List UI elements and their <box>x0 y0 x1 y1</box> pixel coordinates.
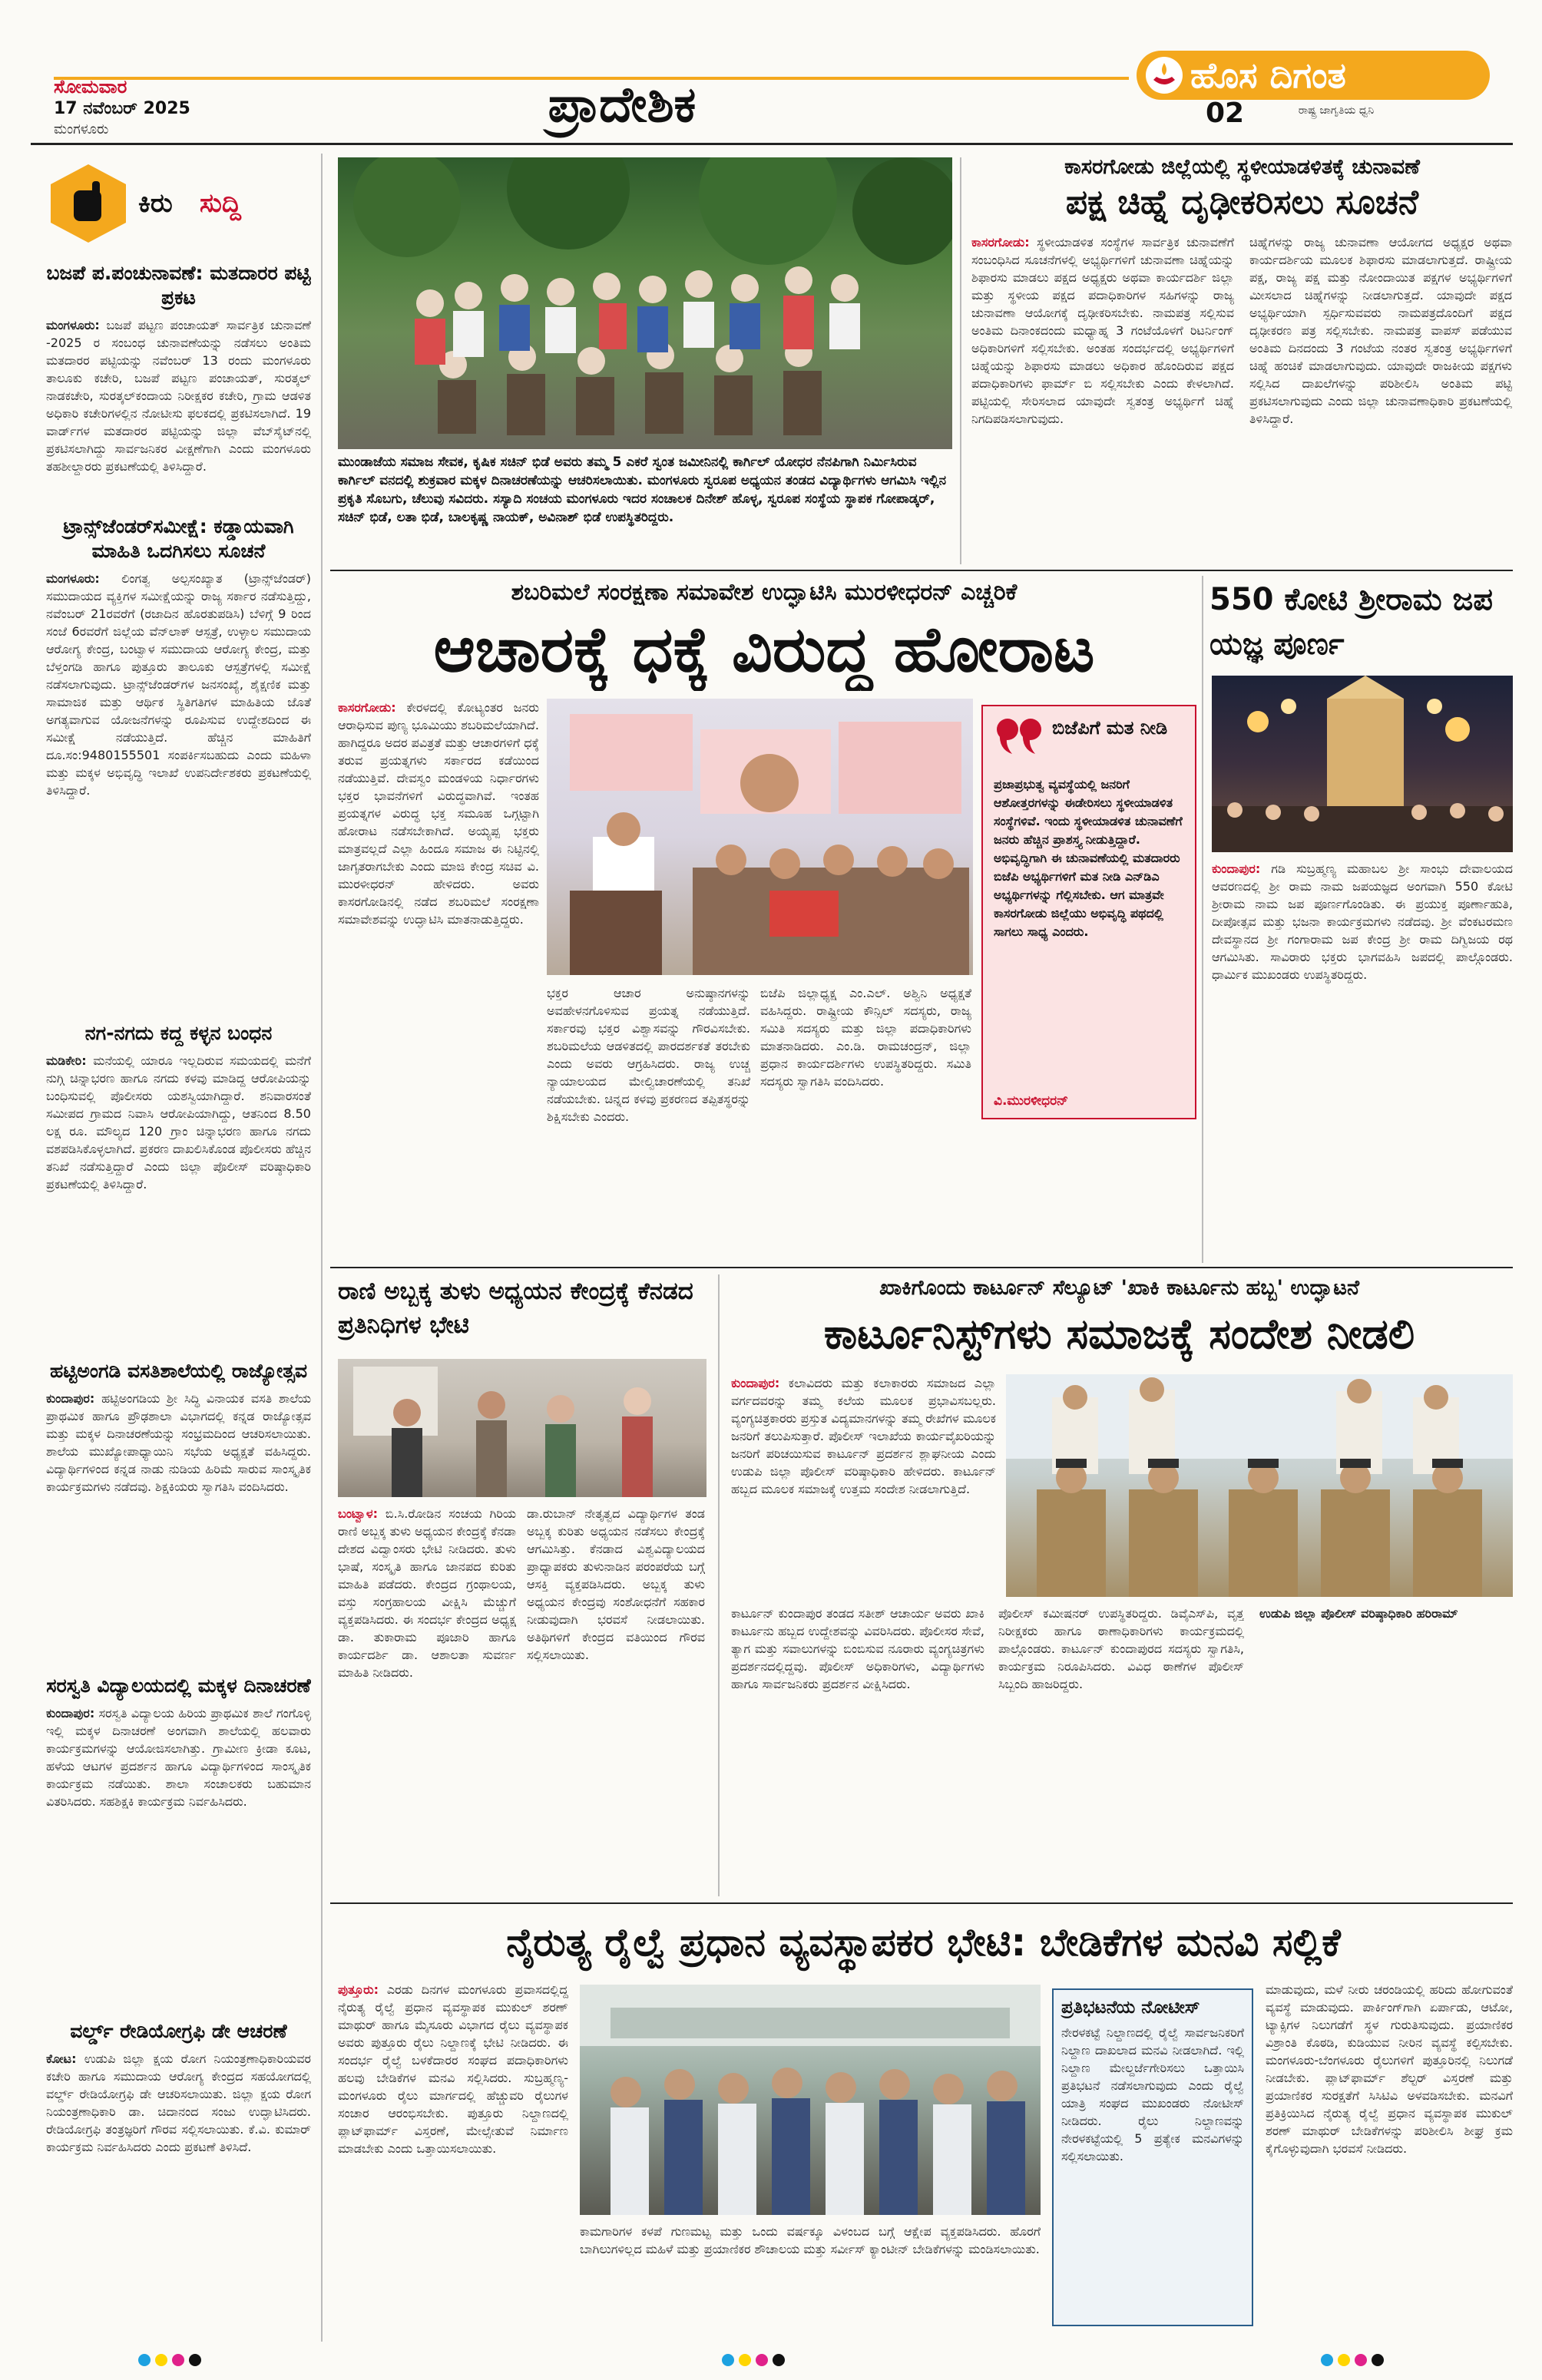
sidebar-story-dateline: ಕೋಟ: <box>46 2051 77 2066</box>
quote-box-body: ಪ್ರಜಾಪ್ರಭುತ್ವ ವ್ಯವಸ್ಥೆಯಲ್ಲಿ ಜನರಿಗೆ ಆಶೋತ್ತರಗಳನ್ನು ಈಡೇರಿಸಲು ಸ್ಥಳೀಯಾಡಳಿತ ಸಂಸ್ಥೆಗಳಿವೆ. ಇಂದು ಸ್ಥಳೀಯಾಡಳಿತ ಚುನಾವಣೆಗೆ ಜನರು ಹೆಚ್ಚಿನ ಪ್ರಾಶಸ್ತ್ಯ ನೀಡುತ್ತಿದ್ದಾರೆ. ಅಭಿವೃದ್ಧಿಗಾಗಿ ಈ ಚುನಾವಣೆಯಲ್ಲಿ ಮತದಾರರು ಬಿಜೆಪಿ ಅಭ್ಯರ್ಥಿಗಳಿಗೆ ಮತ ನೀಡಿ ಎನ್‌ಡಿಎ ಅಭ್ಯರ್ಥಿಗಳನ್ನು ಗೆಲ್ಲಿಸಬೇಕು. ಆಗ ಮಾತ್ರವೇ ಕಾಸರಗೋಡು ಜಿಲ್ಲೆಯು ಅಭಿವೃದ್ಧಿ ಪಥದಲ್ಲಿ ಸಾಗಲು ಸಾಧ್ಯ ಎಂದರು. <box>994 777 1183 939</box>
color-registration-right <box>1321 2354 1413 2369</box>
sidebar-story-dateline: ಕುಂದಾಪುರ: <box>46 1706 95 1721</box>
sidebar-story-body: ಹಟ್ಟಿಅಂಗಡಿಯ ಶ್ರೀ ಸಿದ್ಧಿ ವಿನಾಯಕ ವಸತಿ ಶಾಲೆಯ ಪ್ರಾಥಮಿಕ ಹಾಗೂ ಪ್ರೌಢಶಾಲಾ ವಿಭಾಗದಲ್ಲಿ ಕನ್ನಡ ರಾಜ್ಯೋತ್ಸವ ಮತ್ತು ಮಕ್ಕಳ ದಿನಾಚರಣೆಯನ್ನು ಸಂಭ್ರಮದಿಂದ ಆಚರಿಸಲಾಯಿತು. ಶಾಲೆಯ ಮುಖ್ಯೋಪಾಧ್ಯಾಯಿನಿ ಸಭೆಯ ಅಧ್ಯಕ್ಷತೆ ವಹಿಸಿದ್ದರು. ವಿದ್ಯಾರ್ಥಿಗಳಿಂದ ಕನ್ನಡ ನಾಡು ನುಡಿಯ ಹಿರಿಮೆ ಸಾರುವ ಸಾಂಸ್ಕೃತಿಕ ಕಾರ್ಯಕ್ರಮಗಳು ನಡೆದವು. ಶಿಕ್ಷಕಿಯರು ಸ್ವಾಗತಿಸಿ ವಂದಿಸಿದರು. <box>46 1391 311 1494</box>
group-photo-caption: ಮುಂಡಾಜೆಯ ಸಮಾಜ ಸೇವಕ, ಕೃಷಿಕ ಸಚಿನ್ ಭಿಡೆ ಅವರು ತಮ್ಮ 5 ಎಕರೆ ಸ್ವಂತ ಜಮೀನಿನಲ್ಲಿ ಕಾರ್ಗಿಲ್ ಯೋಧರ ನೆನಪಿಗಾಗಿ ನಿರ್ಮಿಸಿರುವ ಕಾರ್ಗಿಲ್ ವನದಲ್ಲಿ ಶುಕ್ರವಾರ ಮಕ್ಕಳ ದಿನಾಚರಣೆಯನ್ನು ಆಚರಿಸಲಾಯಿತು. ಮಂಗಳೂರು ಸ್ವರೂಪ ಅಧ್ಯಯನ ತಂಡದ ವಿದ್ಯಾರ್ಥಿಗಳು ಆಗಮಿಸಿ ಇಲ್ಲಿನ ಪ್ರಕೃತಿ ಸೊಬಗು, ಚೆಲುವು ಸವಿದರು. ಸಸ್ಯಾದಿ ಸಂಚಯ ಮಂಗಳೂರು ಇದರ ಸಂಚಾಲಕ ದಿನೇಶ್ ಹೊಳ್ಳ, ಸ್ವರೂಪ ಸಂಸ್ಥೆಯ ಸ್ಥಾಪಕ ಗೋಪಾಡ್ಕರ್, ಸಚಿನ್ ಭಿಡೆ, ಲತಾ ಭಿಡೆ, ಬಾಲಕೃಷ್ಣ ನಾಯಕ್, ಅವಿನಾಶ್ ಭಿಡೆ ಉಪಸ್ಥಿತರಿದ್ದರು. <box>338 455 947 525</box>
cartoon-kicker: ಖಾಕಿಗೊಂದು ಕಾರ್ಟೂನ್ ಸೆಲ್ಯೂಟ್ 'ಖಾಕಿ ಕಾರ್ಟೂನು ಹಬ್ಬ' ಉದ್ಘಾಟನೆ <box>879 1276 1360 1300</box>
protest-notice-title: ಪ್ರತಿಭಟನೆಯ ನೋಟೀಸ್ <box>1061 1998 1200 2018</box>
sidebar-story-body: ಮನೆಯಲ್ಲಿ ಯಾರೂ ಇಲ್ಲದಿರುವ ಸಮಯದಲ್ಲಿ ಮನೆಗೆ ನುಗ್ಗಿ ಚಿನ್ನಾಭರಣ ಹಾಗೂ ನಗದು ಕಳವು ಮಾಡಿದ್ದ ಆರೋಪಿಯನ್ನು ಬಂಧಿಸುವಲ್ಲಿ ಪೊಲೀಸರು ಯಶಸ್ವಿಯಾಗಿದ್ದಾರೆ. ಶನಿವಾರಸಂತೆ ಸಮೀಪದ ಗ್ರಾಮದ ನಿವಾಸಿ ಆರೋಪಿಯಾಗಿದ್ದು, ಆತನಿಂದ 8.50 ಲಕ್ಷ ರೂ. ಮೌಲ್ಯದ 120 ಗ್ರಾಂ ಚಿನ್ನಾಭರಣ ಹಾಗೂ ನಗದು ವಶಪಡಿಸಿಕೊಳ್ಳಲಾಗಿದೆ. ಪ್ರಕರಣ ದಾಖಲಿಸಿಕೊಂಡ ಪೊಲೀಸರು ಹೆಚ್ಚಿನ ತನಿಖೆ ನಡೆಸುತ್ತಿದ್ದಾರೆ ಎಂದು ಜಿಲ್ಲಾ ಪೊಲೀಸ್ ವರಿಷ್ಠಾಧಿಕಾರಿ ಪ್ರಕಟಣೆಯಲ್ಲಿ ತಿಳಿಸಿದ್ದಾರೆ. <box>46 1053 311 1192</box>
kasaragod-body-col1: ಸ್ಥಳೀಯಾಡಳಿತ ಸಂಸ್ಥೆಗಳ ಸಾರ್ವತ್ರಿಕ ಚುನಾವಣೆಗೆ ಸಂಬಂಧಿಸಿದ ಸೂಚನೆಗಳಲ್ಲಿ ಅಭ್ಯರ್ಥಿಗಳಿಗೆ ಚುನಾವಣಾ ಚಿಹ್ನೆಯನ್ನು ಶಿಫಾರಸು ಮಾಡಲು ಪಕ್ಷದ ಅಧ್ಯಕ್ಷರು ಅಥವಾ ಕಾರ್ಯದರ್ಶಿ ಜಿಲ್ಲಾ ಮತ್ತು ಸ್ಥಳೀಯ ಪಕ್ಷದ ಪದಾಧಿಕಾರಿಗಳ ಸಹಿಗಳನ್ನು ರಾಜ್ಯ ಚುನಾವಣಾ ಆಯೋಗಕ್ಕೆ ದೃಢೀಕರಿಸಬೇಕು. ನಾಮಪತ್ರ ಸಲ್ಲಿಸುವ ಅಂತಿಮ ದಿನಾಂಕದಂದು ಮಧ್ಯಾಹ್ನ 3 ಗಂಟೆಯೊಳಗೆ ರಿಟರ್ನಿಂಗ್ ಅಧಿಕಾರಿಗಳಿಗೆ ಸಲ್ಲಿಸಬೇಕು. ಅಂತಹ ಸಂದರ್ಭದಲ್ಲಿ ಅಭ್ಯರ್ಥಿಗಳಿಗೆ ಚಿಹ್ನೆಯನ್ನು ಶಿಫಾರಸು ಮಾಡಲು ಅಧಿಕಾರ ಹೊಂದಿರುವ ಪಕ್ಷದ ಪದಾಧಿಕಾರಿಗಳು ಫಾರ್ಮ್ ಬಿ ಸಲ್ಲಿಸಬೇಕು ಎಂದು ಕೇಳಲಾಗಿದೆ. ಪಟ್ಟಿಯಲ್ಲಿ ಸೇರಿಸಲಾದ ಯಾವುದೇ ಸ್ವತಂತ್ರ ಅಭ್ಯರ್ಥಿಗೆ ಚಿಹ್ನೆ ನಿಗದಿಪಡಿಸಲಾಗುವುದು. <box>971 235 1234 426</box>
quote-mark-icon <box>994 714 1047 760</box>
sidebar-story-title: ಸರಸ್ವತಿ ವಿದ್ಯಾಲಯದಲ್ಲಿ ಮಕ್ಕಳ ದಿನಾಚರಣೆ <box>46 1674 311 1697</box>
page-number: 02 <box>1206 98 1245 129</box>
kirusuddi-badge <box>46 161 299 246</box>
quote-box-signature: ವಿ.ಮುರಳೀಧರನ್ <box>994 1093 1069 1109</box>
tulu-body-col1: ಬಿ.ಸಿ.ರೋಡಿನ ಸಂಚಯ ಗಿರಿಯ ರಾಣಿ ಅಬ್ಬಕ್ಕ ತುಳು ಅಧ್ಯಯನ ಕೇಂದ್ರಕ್ಕೆ ಕೆನಡಾ ದೇಶದ ವಿದ್ವಾಂಸರು ಭೇಟಿ ನೀಡಿದರು. ತುಳು ಭಾಷೆ, ಸಂಸ್ಕೃತಿ ಹಾಗೂ ಜಾನಪದ ಕುರಿತು ಮಾಹಿತಿ ಪಡೆದರು. ಕೇಂದ್ರದ ಗ್ರಂಥಾಲಯ, ವಸ್ತು ಸಂಗ್ರಹಾಲಯ ವೀಕ್ಷಿಸಿ ಮೆಚ್ಚುಗೆ ವ್ಯಕ್ತಪಡಿಸಿದರು. ಈ ಸಂದರ್ಭ ಕೇಂದ್ರದ ಅಧ್ಯಕ್ಷ ಡಾ. ತುಕಾರಾಮ ಪೂಜಾರಿ ಹಾಗೂ ಕಾರ್ಯದರ್ಶಿ ಡಾ. ಆಶಾಲತಾ ಸುವರ್ಣ ಮಾಹಿತಿ ನೀಡಿದರು. <box>338 1506 516 1680</box>
brand-logo <box>1137 46 1490 131</box>
cartoon-body-col3: ಪೊಲೀಸ್ ಕಮೀಷನರ್ ಉಪಸ್ಥಿತರಿದ್ದರು. ಡಿವೈಎಸ್‌ಪಿ, ವೃತ್ತ ನಿರೀಕ್ಷಕರು ಹಾಗೂ ಠಾಣಾಧಿಕಾರಿಗಳು ಕಾರ್ಯಕ್ರಮದಲ್ಲಿ ಪಾಲ್ಗೊಂಡರು. ಕಾರ್ಟೂನ್ ಕುಂದಾಪುರದ ಸದಸ್ಯರು ಸ್ವಾಗತಿಸಿ, ಕಾರ್ಯಕ್ರಮ ನಿರೂಪಿಸಿದರು. ವಿವಿಧ ಠಾಣೆಗಳ ಪೊಲೀಸ್ ಸಿಬ್ಬಂದಿ ಹಾಜರಿದ್ದರು. <box>998 1606 1244 1691</box>
sidebar-story-title: ಟ್ರಾನ್ಸ್‌ಜೆಂಡರ್‌ಸಮೀಕ್ಷೆ: ಕಡ್ಡಾಯವಾಗಿ ಮಾಹಿತಿ ಒದಗಿಸಲು ಸೂಚನೆ <box>63 515 294 562</box>
sidebar-story-5 <box>46 1674 311 2004</box>
protest-notice-box <box>1052 1988 1253 2326</box>
sidebar-story-body: ಬಜಪೆ ಪಟ್ಟಣ ಪಂಚಾಯತ್ ಸಾರ್ವತ್ರಿಕ ಚುನಾವಣೆ -2025 ರ ಸಂಬಂಧ ಚುನಾವಣೆಯನ್ನು ನಡೆಸಲು ಅಂತಿಮ ಮತದಾರರ ಪಟ್ಟಿಯನ್ನು ನವೆಂಬರ್ 13 ರಂದು ಮಂಗಳೂರು ತಾಲೂಕು ಕಚೇರಿ, ಬಜಪೆ ಪಟ್ಟಣ ಪಂಚಾಯತ್, ಸುರತ್ಕಲ್ ನಾಡಕಚೇರಿ, ಸುರತ್ಕಲ್‌ಕಂದಾಯ ನಿರೀಕ್ಷಕರ ಕಚೇರಿ, ಗ್ರಾಮ ಆಡಳಿತ ಅಧಿಕಾರಿ ಕಚೇರಿಗಳಲ್ಲಿನ ನೋಟೀಸು ಫಲಕದಲ್ಲಿ ಪ್ರಕಟಿಸಲಾಗಿದೆ. 19 ವಾರ್ಡ್‌ಗಳ ಮತದಾರರ ಪಟ್ಟಿಯನ್ನು ಜಿಲ್ಲಾ ವೆಬ್‌ಸೈಟ್‌ನಲ್ಲಿ ಪ್ರಕಟಿಸಲಾಗಿದ್ದು ಸಾರ್ವಜನಿಕರ ವೀಕ್ಷಣೆಗಾಗಿ ಎಂದು ಮಂಗಳೂರು ತಹಶೀಲ್ದಾರರು ಪ್ರಕಟಣೆಯಲ್ಲಿ ತಿಳಿಸಿದ್ದಾರೆ. <box>46 318 311 474</box>
sidebar-story-6 <box>46 2019 311 2334</box>
sidebar-divider <box>321 154 323 2342</box>
jap-headline: 550 ಕೋಟಿ ಶ್ರೀರಾಮ ಜಪ ಯಜ್ಞ ಪೂರ್ಣ <box>1209 582 1494 662</box>
sidebar-story-body: ಲಿಂಗತ್ವ ಅಲ್ಪಸಂಖ್ಯಾತ (ಟ್ರಾನ್ಸ್‌ಜೆಂಡರ್) ಸಮುದಾಯದ ವ್ಯಕ್ತಿಗಳ ಸಮೀಕ್ಷೆಯನ್ನು ರಾಜ್ಯ ಸರ್ಕಾರ ನಡೆಸುತ್ತಿದ್ದು, ನವೆಂಬರ್ 21ರವರೆಗೆ (ರಜಾದಿನ ಹೊರತುಪಡಿಸಿ) ಬೆಳಿಗ್ಗೆ 9 ರಿಂದ ಸಂಜೆ 6ರವರೆಗೆ ಜಿಲ್ಲೆಯ ವೆನ್‌ಲಾಕ್ ಆಸ್ಪತ್ರೆ, ಉಳ್ಳಾಲ ಸಮುದಾಯ ಆರೋಗ್ಯ ಕೇಂದ್ರ, ಬಂಟ್ವಾಳ ಸಮುದಾಯ ಆರೋಗ್ಯ ಕೇಂದ್ರ, ಮತ್ತು ಬೆಳ್ತಂಗಡಿ ಹಾಗೂ ಪುತ್ತೂರು ತಾಲೂಕು ಆಸ್ಪತ್ರೆಗಳಲ್ಲಿ ಸಮೀಕ್ಷೆ ನಡೆಸಲಾಗುವುದು. ಟ್ರಾನ್ಸ್‌ಜೆಂಡರ್‌ಗಳ ಜನಸಂಖ್ಯೆ, ಶೈಕ್ಷಣಿಕ ಮತ್ತು ಸಾಮಾಜಿಕ ಮತ್ತು ಆರ್ಥಿಕ ಸ್ಥಿತಿಗತಿಗಳ ಮಾಹಿತಿಯ ಜೊತೆ ಅಗತ್ಯವಾಗುವ ಯೋಜನೆಗಳನ್ನು ರೂಪಿಸುವ ಉದ್ದೇಶದಿಂದ ಈ ಸಮೀಕ್ಷೆ ನಡೆಯುತ್ತಿದೆ. ಹೆಚ್ಚಿನ ಮಾಹಿತಿಗೆ ದೂ.ಸಂ:9480155501 ಸಂಪರ್ಕಿಸಬಹುದು ಎಂದು ಮಹಿಳಾ ಮತ್ತು ಮಕ್ಕಳ ಅಭಿವೃದ್ಧಿ ಇಲಾಖೆ ಉಪನಿರ್ದೇಶಕರು ಪ್ರಕಟಣೆಯಲ್ಲಿ ತಿಳಿಸಿದ್ದಾರೆ. <box>46 571 311 798</box>
lead-dateline: ಕಾಸರಗೋಡು: <box>338 700 396 715</box>
railway-headline: ನೈರುತ್ಯ ರೈಲ್ವೆ ಪ್ರಧಾನ ವ್ಯವಸ್ಥಾಪಕರ ಭೇಟಿ: ಬೇಡಿಕೆಗಳ ಮನವಿ ಸಲ್ಲಿಕೆ <box>506 1920 1341 1965</box>
kasaragod-headline: ಪಕ್ಷ ಚಿಹ್ನೆ ದೃಢೀಕರಿಸಲು ಸೂಚನೆ <box>1065 183 1419 222</box>
rule-above-lead <box>330 570 1513 571</box>
railway-dateline: ಪುತ್ತೂರು: <box>338 1982 379 1997</box>
city-label: ಮಂಗಳೂರು <box>54 121 109 137</box>
masthead-bottom-rule <box>31 143 1513 145</box>
kasaragod-dateline: ಕಾಸರಗೋಡು: <box>971 235 1030 250</box>
railway-body-col3: ಮಾಡುವುದು, ಮಳೆ ನೀರು ಚರಂಡಿಯಲ್ಲಿ ಹರಿದು ಹೋಗುವಂತೆ ವ್ಯವಸ್ಥೆ ಮಾಡುವುದು. ಪಾರ್ಕಿಂಗ್‌ಗಾಗಿ ಏರ್ಪಾಡು, ಆಟೋ, ಟ್ಯಾಕ್ಸಿಗಳ ನಿಲುಗಡೆಗೆ ಸ್ಥಳ ಗುರುತಿಸುವುದು. ಪ್ರಯಾಣಿಕರ ವಿಶ್ರಾಂತಿ ಕೊಠಡಿ, ಕುಡಿಯುವ ನೀರಿನ ವ್ಯವಸ್ಥೆ ಕಲ್ಪಿಸಬೇಕು. ಮಂಗಳೂರು-ಬೆಂಗಳೂರು ರೈಲುಗಳಿಗೆ ಪುತ್ತೂರಿನಲ್ಲಿ ನಿಲುಗಡೆ ನೀಡಬೇಕು. ಪ್ಲಾಟ್‌ಫಾರ್ಮ್ ಶೆಲ್ಟರ್ ವಿಸ್ತರಣೆ ಮತ್ತು ಪ್ರಯಾಣಿಕರ ಸುರಕ್ಷತೆಗೆ ಸಿಸಿಟಿವಿ ಅಳವಡಿಸಬೇಕು. ಮನವಿಗೆ ಪ್ರತಿಕ್ರಿಯಿಸಿದ ನೈರುತ್ಯ ರೈಲ್ವೆ ಪ್ರಧಾನ ವ್ಯವಸ್ಥಾಪಕ ಮುಕುಲ್ ಶರಣ್ ಮಾಥುರ್ ಬೇಡಿಕೆಗಳನ್ನು ಪರಿಶೀಲಿಸಿ ಶೀಘ್ರ ಕ್ರಮ ಕೈಗೊಳ್ಳುವುದಾಗಿ ಭರವಸೆ ನೀಡಿದರು. <box>1266 1982 1513 2156</box>
lamp-icon <box>1146 57 1183 94</box>
day-label: ಸೋಮವಾರ <box>54 76 127 98</box>
rule-above-middle-row <box>330 1267 1513 1268</box>
sidebar-story-dateline: ಮಂಗಳೂರು: <box>46 318 100 332</box>
sidebar-story-dateline: ಕುಂದಾಪುರ: <box>46 1391 95 1406</box>
cartoon-headline: ಕಾರ್ಟೂನಿಸ್ಟ್‌ಗಳು ಸಮಾಜಕ್ಕೆ ಸಂದೇಶ ನೀಡಲಿ <box>823 1310 1415 1358</box>
railway-photo-station-crowd <box>580 1985 1041 2215</box>
lead-body-mid2: ಬಿಜೆಪಿ ಜಿಲ್ಲಾಧ್ಯಕ್ಷ ಎಂ.ಎಲ್. ಅಶ್ವಿನಿ ಅಧ್ಯಕ್ಷತೆ ವಹಿಸಿದ್ದರು. ರಾಷ್ಟ್ರೀಯ ಕೌನ್ಸಿಲ್ ಸದಸ್ಯರು, ರಾಜ್ಯ ಸಮಿತಿ ಸದಸ್ಯರು ಮತ್ತು ಜಿಲ್ಲಾ ಪದಾಧಿಕಾರಿಗಳು ಮಾತನಾಡಿದರು. ಎಂ.ಡಿ. ರಾಮಚಂದ್ರನ್, ಜಿಲ್ಲಾ ಪ್ರಧಾನ ಕಾರ್ಯದರ್ಶಿಗಳು ಉಪಸ್ಥಿತರಿದ್ದರು. ಸಮಿತಿ ಸದಸ್ಯರು ಸ್ವಾಗತಿಸಿ ವಂದಿಸಿದರು. <box>760 986 971 1089</box>
sidebar-story-3 <box>46 1021 311 1344</box>
cartoon-body-col4: ಉಡುಪಿ ಜಿಲ್ಲಾ ಪೊಲೀಸ್ ವರಿಷ್ಠಾಧಿಕಾರಿ ಹರಿರಾಮ್ <box>1259 1606 1458 1621</box>
sidebar-story-2 <box>46 514 311 1006</box>
sidebar-story-title: ವರ್ಲ್ಡ್ ರೇಡಿಯೋಗ್ರಫಿ ಡೇ ಆಚರಣೆ <box>70 2020 287 2042</box>
jap-photo-night-procession <box>1212 676 1513 852</box>
color-registration-left <box>138 2354 230 2369</box>
lead-kicker: ಶಬರಿಮಲೆ ಸಂರಕ್ಷಣಾ ಸಮಾವೇಶ ಉದ್ಘಾಟಿಸಿ ಮುರಳೀಧರನ್ ಎಚ್ಚರಿಕೆ <box>511 579 1018 606</box>
kasaragod-body-col2: ಚಿಹ್ನೆಗಳನ್ನು ರಾಜ್ಯ ಚುನಾವಣಾ ಆಯೋಗದ ಅಧ್ಯಕ್ಷರ ಅಥವಾ ಕಾರ್ಯದರ್ಶಿಯ ಮೂಲಕ ಶಿಫಾರಸು ಮಾಡಲಾಗುತ್ತದೆ. ರಾಷ್ಟ್ರೀಯ ಪಕ್ಷ, ರಾಜ್ಯ ಪಕ್ಷ ಮತ್ತು ನೋಂದಾಯಿತ ಪಕ್ಷಗಳ ಅಭ್ಯರ್ಥಿಗಳಿಗೆ ಮೀಸಲಾದ ಚಿಹ್ನೆಗಳನ್ನು ನೀಡಲಾಗುತ್ತದೆ. ಯಾವುದೇ ಪಕ್ಷದ ಅಭ್ಯರ್ಥಿಯಾಗಿ ಸ್ಪರ್ಧಿಸುವವರು ನಾಮಪತ್ರದೊಂದಿಗೆ ಪಕ್ಷದ ದೃಢೀಕರಣ ಪತ್ರ ಸಲ್ಲಿಸಬೇಕು. ನಾಮಪತ್ರ ವಾಪಸ್ ಪಡೆಯುವ ಅಂತಿಮ ದಿನದಂದು 3 ಗಂಟೆಯ ನಂತರ ಸ್ವತಂತ್ರ ಅಭ್ಯರ್ಥಿಗಳಿಗೆ ಚಿಹ್ನೆ ಹಂಚಿಕೆ ಮಾಡಲಾಗುವುದು. ಯಾವುದೇ ರಾಜಕೀಯ ಪಕ್ಷಗಳು ಸಲ್ಲಿಸಿದ ದಾಖಲೆಗಳನ್ನು ಪರಿಶೀಲಿಸಿ ಅಂತಿಮ ಪಟ್ಟಿ ಪ್ರಕಟಿಸಲಾಗುವುದು ಎಂದು ಜಿಲ್ಲಾ ಚುನಾವಣಾಧಿಕಾರಿ ಪ್ರಕಟಣೆಯಲ್ಲಿ ತಿಳಿಸಿದ್ದಾರೆ. <box>1249 235 1512 426</box>
lead-body-mid: ಭಕ್ತರ ಆಚಾರ ಅನುಷ್ಠಾನಗಳನ್ನು ಅವಹೇಳನಗೊಳಿಸುವ ಪ್ರಯತ್ನ ನಡೆಯುತ್ತಿದೆ. ಸರ್ಕಾರವು ಭಕ್ತರ ವಿಶ್ವಾಸವನ್ನು ಗೌರವಿಸಬೇಕು. ಶಬರಿಮಲೆಯ ಆಡಳಿತದಲ್ಲಿ ಪಾರದರ್ಶಕತೆ ತರಬೇಕು ಎಂದು ಅವರು ಆಗ್ರಹಿಸಿದರು. ರಾಜ್ಯ ಉಚ್ಚ ನ್ಯಾಯಾಲಯದ ಮೇಲ್ವಿಚಾರಣೆಯಲ್ಲಿ ತನಿಖೆ ನಡೆಯಬೇಕು. ಚಿನ್ನದ ಕಳವು ಪ್ರಕರಣದ ತಪ್ಪಿತಸ್ಥರನ್ನು ಶಿಕ್ಷಿಸಬೇಕು ಎಂದರು. <box>547 986 750 1124</box>
lead-body-left <box>338 699 539 1259</box>
brand-name: ಹೊಸ ದಿಗಂತ <box>1190 55 1346 96</box>
sidebar-story-1 <box>46 261 311 499</box>
tulu-photo-visit <box>338 1359 706 1497</box>
cartoon-photo-police-officers <box>1006 1374 1513 1597</box>
rule-above-railway <box>330 1902 1513 1904</box>
color-registration-center <box>722 2354 814 2369</box>
tulu-body-col2: ಡಾ.ರುಬಾನ್ ನೇತೃತ್ವದ ವಿದ್ಯಾರ್ಥಿಗಳ ತಂಡ ಅಬ್ಬಕ್ಕ ಕುರಿತು ಅಧ್ಯಯನ ನಡೆಸಲು ಕೇಂದ್ರಕ್ಕೆ ಆಗಮಿಸಿತ್ತು. ಕೆನಡಾದ ವಿಶ್ವವಿದ್ಯಾಲಯದ ಪ್ರಾಧ್ಯಾಪಕರು ತುಳುನಾಡಿನ ಪರಂಪರೆಯ ಬಗ್ಗೆ ಆಸಕ್ತಿ ವ್ಯಕ್ತಪಡಿಸಿದರು. ಅಬ್ಬಕ್ಕ ತುಳು ಅಧ್ಯಯನ ಕೇಂದ್ರವು ಸಂಶೋಧನೆಗೆ ಸಹಕಾರ ನೀಡುವುದಾಗಿ ಭರವಸೆ ನೀಡಲಾಯಿತು. ಅತಿಥಿಗಳಿಗೆ ಕೇಂದ್ರದ ವತಿಯಿಂದ ಗೌರವ ಸಲ್ಲಿಸಲಾಯಿತು. <box>527 1506 705 1662</box>
sidebar-story-dateline: ಮಡಿಕೇರಿ: <box>46 1053 87 1068</box>
sidebar-story-4 <box>46 1359 311 1658</box>
kirusuddi-hexagon <box>46 161 131 246</box>
jap-body: ಗಡಿ ಸುಬ್ರಹ್ಮಣ್ಯ ಮಹಾಬಲ ಶ್ರೀ ಸಾಂಭು ದೇವಾಲಯದ ಆವರಣದಲ್ಲಿ ಶ್ರೀ ರಾಮ ನಾಮ ಜಪಯಜ್ಞದ ಅಂಗವಾಗಿ 550 ಕೋಟಿ ಶ್ರೀರಾಮ ನಾಮ ಜಪ ಪೂರ್ಣಗೊಂಡಿತು. ಈ ಪ್ರಯುಕ್ತ ಪೂರ್ಣಾಹುತಿ, ದೀಪೋತ್ಸವ ಮತ್ತು ಭಜನಾ ಕಾರ್ಯಕ್ರಮಗಳು ನಡೆದವು. ಶ್ರೀ ವೆಂಕಟರಮಣ ದೇವಸ್ಥಾನದ ಶ್ರೀ ಗಂಗಾರಾಮ ಜಪ ಕೇಂದ್ರ ಶ್ರೀ ರಾಮ ದಿಗ್ವಿಜಯ ರಥ ಆಗಮಿಸಿತು. ಸಾವಿರಾರು ಭಕ್ತರು ಭಾಗವಹಿಸಿ ಜಪದಲ್ಲಿ ಪಾಲ್ಗೊಂಡರು. ಧಾರ್ಮಿಕ ಮುಖಂಡರು ಉಪಸ್ಥಿತರಿದ್ದರು. <box>1212 861 1513 982</box>
jap-dateline: ಕುಂದಾಪುರ: <box>1212 861 1261 876</box>
sidebar-story-title: ಹಟ್ಟಿಅಂಗಡಿ ವಸತಿಶಾಲೆಯಲ್ಲಿ ರಾಜ್ಯೋತ್ಸವ <box>49 1360 307 1382</box>
lead-headline: ಆಚಾರಕ್ಕೆ ಧಕ್ಕೆ ವಿರುದ್ಧ ಹೋರಾಟ <box>433 613 1095 686</box>
tulu-dateline: ಬಂಟ್ವಾಳ: <box>338 1506 378 1521</box>
lead-photo-stage <box>547 699 973 975</box>
section-title: ಪ್ರಾದೇಶಿಕ <box>548 77 697 134</box>
quote-box-title: ಬಿಜೆಪಿಗೆ ಮತ ನೀಡಿ <box>1052 717 1168 739</box>
cartoon-body-col1: ಕಲಾವಿದರು ಮತ್ತು ಕಲಾಕಾರರು ಸಮಾಜದ ಎಲ್ಲಾ ವರ್ಗದವರನ್ನು ತಮ್ಮ ಕಲೆಯ ಮೂಲಕ ಪ್ರಭಾವಿಸಬಲ್ಲರು. ವ್ಯಂಗ್ಯಚಿತ್ರಕಾರರು ಪ್ರಸ್ತುತ ವಿದ್ಯಮಾನಗಳನ್ನು ತಮ್ಮ ರೇಖೆಗಳ ಮೂಲಕ ಜನರಿಗೆ ತಲುಪಿಸುತ್ತಾರೆ. ಪೊಲೀಸ್ ಇಲಾಖೆಯ ಕಾರ್ಯವೈಖರಿಯನ್ನು ಜನರಿಗೆ ಪರಿಚಯಿಸುವ ಕಾರ್ಟೂನ್ ಪ್ರದರ್ಶನ ಶ್ಲಾಘನೀಯ ಎಂದು ಉಡುಪಿ ಜಿಲ್ಲಾ ಪೊಲೀಸ್ ವರಿಷ್ಠಾಧಿಕಾರಿ ಹೇಳಿದರು. ಕಾರ್ಟೂನ್ ಹಬ್ಬದ ಮೂಲಕ ಸಮಾಜಕ್ಕೆ ಉತ್ತಮ ಸಂದೇಶ ನೀಡಲಾಗುತ್ತಿದೆ. <box>731 1376 996 1496</box>
lead-right-divider <box>1202 576 1203 1263</box>
tulu-headline: ರಾಣಿ ಅಬ್ಬಕ್ಕ ತುಳು ಅಧ್ಯಯನ ಕೇಂದ್ರಕ್ಕೆ ಕೆನಡದ ಪ್ರತಿನಿಧಿಗಳ ಭೇಟಿ <box>338 1278 693 1339</box>
sidebar-story-body: ಸರಸ್ವತಿ ವಿದ್ಯಾಲಯ ಹಿರಿಯ ಪ್ರಾಥಮಿಕ ಶಾಲೆ ಗಂಗೊಳ್ಳಿ ಇಲ್ಲಿ ಮಕ್ಕಳ ದಿನಾಚರಣೆ ಅಂಗವಾಗಿ ಶಾಲೆಯಲ್ಲಿ ಹಲವಾರು ಕಾರ್ಯಕ್ರಮಗಳನ್ನು ಆಯೋಜಿಸಲಾಗಿತ್ತು. ಗ್ರಾಮೀಣ ಕ್ರೀಡಾ ಕೂಟ, ಹಳೆಯ ಆಟಗಳ ಪ್ರದರ್ಶನ ಹಾಗೂ ವಿದ್ಯಾರ್ಥಿಗಳಿಂದ ಸಾಂಸ್ಕೃತಿಕ ಕಾರ್ಯಕ್ರಮ ನಡೆಯಿತು. ಶಾಲಾ ಸಂಚಾಲಕರು ಬಹುಮಾನ ವಿತರಿಸಿದರು. ಸಹಶಿಕ್ಷಕಿ ಕಾರ್ಯಕ್ರಮ ನಿರ್ವಹಿಸಿದರು. <box>46 1706 311 1809</box>
sidebar-story-title: ನಗ-ನಗದು ಕದ್ದ ಕಳ್ಳನ ಬಂಧನ <box>84 1022 273 1044</box>
brand-tagline: ರಾಷ್ಟ್ರ ಜಾಗೃತಿಯ ಧ್ವನಿ <box>1298 104 1375 117</box>
cartoon-body-col2: ಕಾರ್ಟೂನ್ ಕುಂದಾಪುರ ತಂಡದ ಸತೀಶ್ ಆಚಾರ್ಯ ಅವರು ಖಾಕಿ ಕಾರ್ಟೂನು ಹಬ್ಬದ ಉದ್ದೇಶವನ್ನು ವಿವರಿಸಿದರು. ಪೊಲೀಸರ ಸೇವೆ, ತ್ಯಾಗ ಮತ್ತು ಸವಾಲುಗಳನ್ನು ಬಿಂಬಿಸುವ ನೂರಾರು ವ್ಯಂಗ್ಯಚಿತ್ರಗಳು ಪ್ರದರ್ಶನದಲ್ಲಿದ್ದವು. ಪೊಲೀಸ್ ಅಧಿಕಾರಿಗಳು, ವಿದ್ಯಾರ್ಥಿಗಳು ಹಾಗೂ ಸಾರ್ವಜನಿಕರು ಪ್ರದರ್ಶನ ವೀಕ್ಷಿಸಿದರು. <box>731 1606 984 1691</box>
cartoon-dateline: ಕುಂದಾಪುರ: <box>731 1376 780 1390</box>
date-label: 17 ನವೆಂಬರ್ 2025 <box>54 99 190 118</box>
railway-body-col1: ಎರಡು ದಿನಗಳ ಮಂಗಳೂರು ಪ್ರವಾಸದಲ್ಲಿದ್ದ ನೈರುತ್ಯ ರೈಲ್ವೆ ಪ್ರಧಾನ ವ್ಯವಸ್ಥಾಪಕ ಮುಕುಲ್ ಶರಣ್ ಮಾಥುರ್ ಹಾಗೂ ಮೈಸೂರು ವಿಭಾಗದ ರೈಲು ವ್ಯವಸ್ಥಾಪಕ ಅವರು ಪುತ್ತೂರು ರೈಲು ನಿಲ್ದಾಣಕ್ಕೆ ಭೇಟಿ ನೀಡಿದರು. ಈ ಸಂದರ್ಭ ರೈಲ್ವೆ ಬಳಕೆದಾರರ ಸಂಘದ ಪದಾಧಿಕಾರಿಗಳು ಹಲವು ಬೇಡಿಕೆಗಳ ಮನವಿ ಸಲ್ಲಿಸಿದರು. ಸುಬ್ರಹ್ಮಣ್ಯ-ಮಂಗಳೂರು ರೈಲು ಮಾರ್ಗದಲ್ಲಿ ಹೆಚ್ಚುವರಿ ರೈಲುಗಳ ಸಂಚಾರ ಆರಂಭಿಸಬೇಕು. ಪುತ್ತೂರು ನಿಲ್ದಾಣದಲ್ಲಿ ಪ್ಲಾಟ್‌ಫಾರ್ಮ್ ವಿಸ್ತರಣೆ, ಮೇಲ್ಸೇತುವೆ ನಿರ್ಮಾಣ ಮಾಡಬೇಕು ಎಂದು ಒತ್ತಾಯಿಸಲಾಯಿತು. <box>338 1982 568 2156</box>
tulu-right-divider <box>718 1274 720 1896</box>
lead-body-left-text: ಕೇರಳದಲ್ಲಿ ಕೋಟ್ಯಂತರ ಜನರು ಆರಾಧಿಸುವ ಪುಣ್ಯ ಭೂಮಿಯು ಶಬರಿಮಲೆಯಾಗಿದೆ. ಹಾಗಿದ್ದರೂ ಅದರ ಪವಿತ್ರತೆ ಮತ್ತು ಆಚಾರಗಳಿಗೆ ಧಕ್ಕೆ ತರುವ ಪ್ರಯತ್ನಗಳು ಸರ್ಕಾರದ ಕಡೆಯಿಂದ ನಡೆಯುತ್ತಿವೆ. ದೇವಸ್ವಂ ಮಂಡಳಿಯ ನಿರ್ಧಾರಗಳು ಭಕ್ತರ ಭಾವನೆಗಳಿಗೆ ವಿರುದ್ಧವಾಗಿವೆ. ಇಂತಹ ಪ್ರಯತ್ನಗಳ ವಿರುದ್ಧ ಭಕ್ತ ಸಮೂಹ ಒಗ್ಗಟ್ಟಾಗಿ ಹೋರಾಟ ನಡೆಸಬೇಕಾಗಿದೆ. ಅಯ್ಯಪ್ಪ ಭಕ್ತರು ಮಾತ್ರವಲ್ಲದೆ ಎಲ್ಲಾ ಹಿಂದೂ ಸಮಾಜ ಈ ನಿಟ್ಟಿನಲ್ಲಿ ಜಾಗೃತರಾಗಬೇಕು ಎಂದು ಮಾಜಿ ಕೇಂದ್ರ ಸಚಿವ ವಿ. ಮುರಳೀಧರನ್ ಹೇಳಿದರು. ಅವರು ಕಾಸರಗೋಡಿನಲ್ಲಿ ನಡೆದ ಶಬರಿಮಲೆ ಸಂರಕ್ಷಣಾ ಸಮಾವೇಶವನ್ನು ಉದ್ಘಾಟಿಸಿ ಮಾತನಾಡುತ್ತಿದ್ದರು. <box>338 700 539 927</box>
masthead <box>0 0 1542 146</box>
kirusuddi-label-a: ಕಿರು <box>138 188 173 219</box>
sidebar-story-body: ಉಡುಪಿ ಜಿಲ್ಲಾ ಕ್ಷಯ ರೋಗ ನಿಯಂತ್ರಣಾಧಿಕಾರಿಯವರ ಕಚೇರಿ ಹಾಗೂ ಸಮುದಾಯ ಆರೋಗ್ಯ ಕೇಂದ್ರದ ಸಹಯೋಗದಲ್ಲಿ ವರ್ಲ್ಡ್ ರೇಡಿಯೋಗ್ರಫಿ ಡೇ ಆಚರಿಸಲಾಯಿತು. ಜಿಲ್ಲಾ ಕ್ಷಯ ರೋಗ ನಿಯಂತ್ರಣಾಧಿಕಾರಿ ಡಾ. ಚಿದಾನಂದ ಸಂಜು ಉದ್ಘಾಟಿಸಿದರು. ರೇಡಿಯೋಗ್ರಫಿ ತಂತ್ರಜ್ಞರಿಗೆ ಗೌರವ ಸಲ್ಲಿಸಲಾಯಿತು. ಕೆ.ವಿ. ಕುಮಾರ್ ಕಾರ್ಯಕ್ರಮ ನಿರ್ವಹಿಸಿದರು ಎಂದು ಪ್ರಕಟಣೆ ತಿಳಿಸಿದೆ. <box>46 2051 311 2154</box>
sidebar-story-dateline: ಮಂಗಳೂರು: <box>46 571 100 586</box>
kirusuddi-label-b: ಸುದ್ದಿ <box>200 188 241 219</box>
top-column-divider <box>960 157 961 564</box>
railway-photo-caption: ಕಾಮಗಾರಿಗಳ ಕಳಪೆ ಗುಣಮಟ್ಟ ಮತ್ತು ಒಂದು ವರ್ಷಕ್ಕೂ ವಿಳಂಬದ ಬಗ್ಗೆ ಆಕ್ಷೇಪ ವ್ಯಕ್ತಪಡಿಸಿದರು. ಹೊರಗೆ ಬಾಗಿಲುಗಳಿಲ್ಲದ ಮಹಿಳೆ ಮತ್ತು ಪ್ರಯಾಣಿಕರ ಶೌಚಾಲಯ ಮತ್ತು ಸರ್ವೀಸ್ ಕ್ಯಾಂಟೀನ್ ಬೇಡಿಕೆಗಳನ್ನು ಮಂಡಿಸಲಾಯಿತು. <box>580 2224 1041 2256</box>
protest-notice-body: ನೇರಳಕಟ್ಟೆ ನಿಲ್ದಾಣದಲ್ಲಿ ರೈಲ್ವೆ ಸಾರ್ವಜನಿಕರಿಗೆ ನಿಲ್ದಾಣ ದಾಖಲಾದ ಮನವಿ ನೀಡಲಾಗಿದೆ. ಇಲ್ಲಿ ನಿಲ್ದಾಣ ಮೇಲ್ದರ್ಜೆಗೇರಿಸಲು ಒತ್ತಾಯಿಸಿ ಪ್ರತಿಭಟನೆ ನಡೆಸಲಾಗುವುದು ಎಂದು ರೈಲ್ವೆ ಯಾತ್ರಿ ಸಂಘದ ಮುಖಂಡರು ನೋಟೀಸ್ ನೀಡಿದರು. ರೈಲು ನಿಲ್ದಾಣವನ್ನು ನೇರಳಕಟ್ಟೆಯಲ್ಲಿ 5 ಪ್ರತ್ಯೇಕ ಮನವಿಗಳನ್ನು ಸಲ್ಲಿಸಲಾಯಿತು. <box>1061 2025 1244 2163</box>
sidebar-story-title: ಬಜಪೆ ಪ.ಪಂಚುನಾವಣೆ: ಮತದಾರರ ಪಟ್ಟಿ ಪ್ರಕಟ <box>46 262 311 309</box>
bjp-quote-box <box>981 705 1196 1119</box>
kasaragod-story <box>971 154 1513 568</box>
group-photo-kargil-vana <box>338 157 952 449</box>
masthead-date-block <box>54 75 253 144</box>
kasaragod-kicker: ಕಾಸರಗೋಡು ಜಿಲ್ಲೆಯಲ್ಲಿ ಸ್ಥಳೀಯಾಡಳಿತಕ್ಕೆ ಚುನಾವಣೆ <box>1064 155 1420 179</box>
